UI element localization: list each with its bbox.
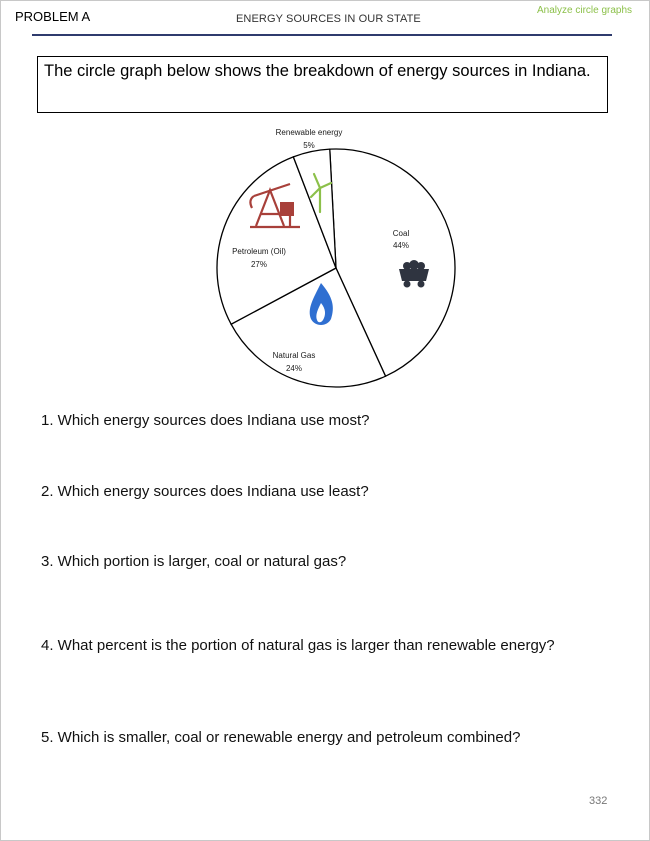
coal-label: Coal (392, 229, 410, 238)
question-2: 2. Which energy sources does Indiana use least? (41, 483, 369, 500)
coal-value: 44% (392, 241, 410, 250)
question-4: 4. What percent is the portion of natural gas is larger than renewable energy? (41, 637, 555, 654)
natural-gas-value: 24% (285, 364, 303, 373)
petroleum-value: 27% (250, 260, 268, 269)
question-3: 3. Which portion is larger, coal or natural gas? (41, 553, 347, 570)
renewable-value: 5% (303, 141, 315, 150)
question-1: 1. Which energy sources does Indiana use most? (41, 412, 370, 429)
question-5: 5. Which is smaller, coal or renewable energy and petroleum combined? (41, 729, 521, 746)
page-number: 332 (589, 795, 608, 807)
skill-tag: Analyze circle graphs (537, 5, 633, 16)
renewable-label: Renewable energy (275, 128, 343, 137)
natural-gas-label: Natural Gas (272, 351, 316, 360)
petroleum-label: Petroleum (Oil) (232, 247, 286, 256)
problem-label: PROBLEM A (15, 9, 91, 24)
section-title: ENERGY SOURCES IN OUR STATE (236, 13, 421, 25)
intro-text: The circle graph below shows the breakdown of energy sources in Indiana. (44, 62, 591, 80)
